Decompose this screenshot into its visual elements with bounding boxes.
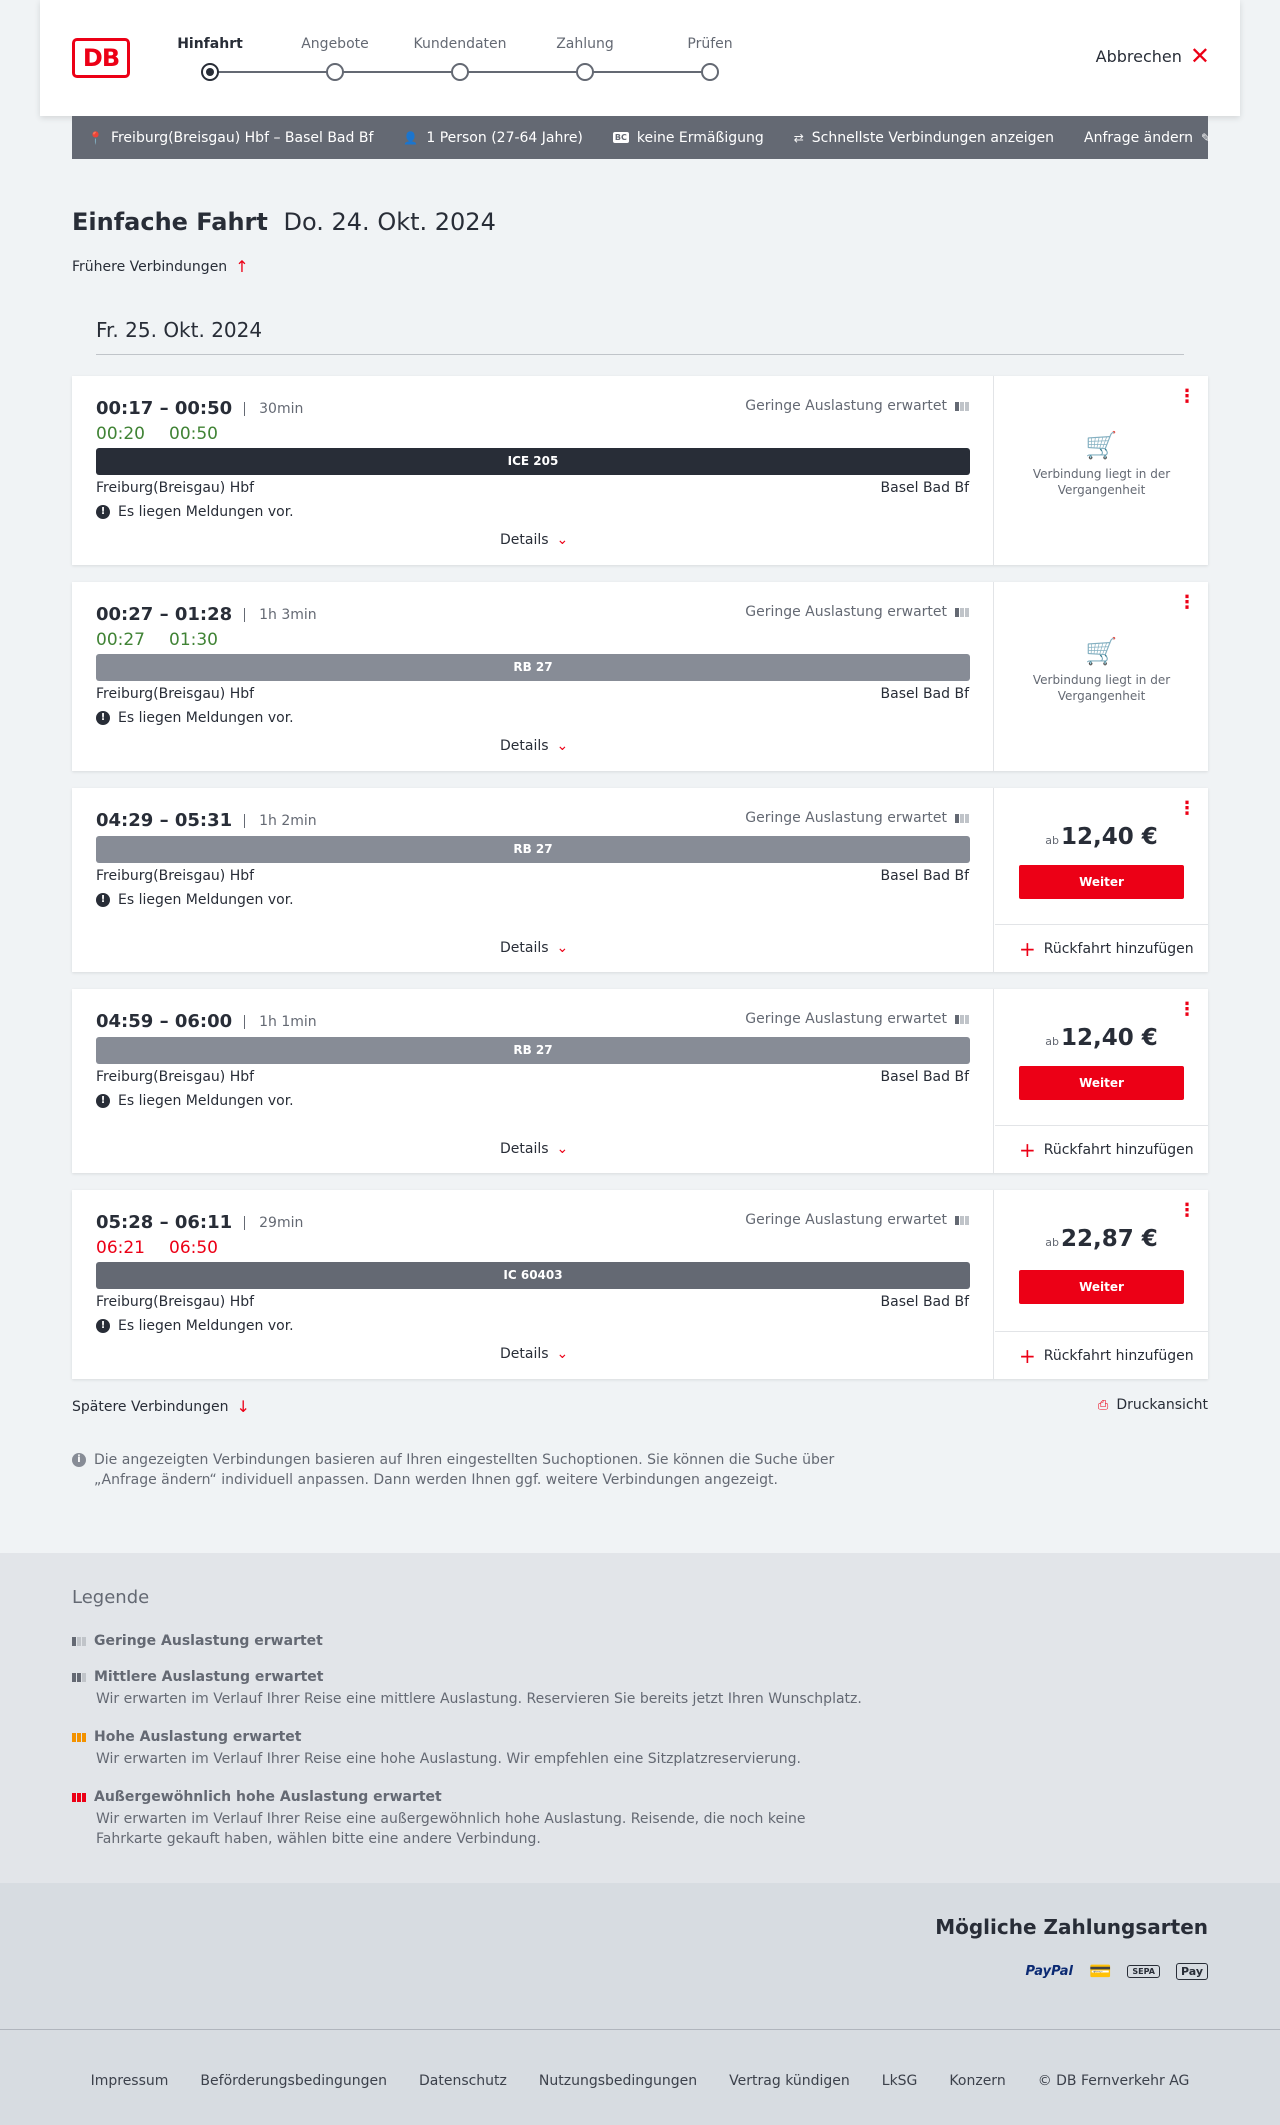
connection-info <box>72 376 994 565</box>
price-value: 12,40 € <box>1060 1025 1158 1051</box>
occupancy-exceptional-icon <box>72 1793 86 1802</box>
details-label: Details <box>500 1141 549 1157</box>
occupancy-info <box>745 604 969 620</box>
print-view-link[interactable] <box>1098 1397 1208 1413</box>
connection-card <box>72 1190 1208 1379</box>
offer-panel <box>995 582 1208 771</box>
occupancy-info <box>745 1011 969 1027</box>
connection-info <box>72 788 994 972</box>
price <box>995 1226 1208 1252</box>
planned-times: 04:29 – 05:31 <box>96 810 233 831</box>
message-notice <box>96 892 294 908</box>
fastest-connections-toggle[interactable] <box>794 130 1054 146</box>
occupancy-low-icon <box>955 608 969 617</box>
origin-station: Freiburg(Breisgau) Hbf <box>96 1069 255 1085</box>
cart-unavailable-icon: 🛒 <box>1085 637 1118 667</box>
realtime-arrival: 00:50 <box>169 424 218 444</box>
realtime-departure: 06:21 <box>96 1238 145 1258</box>
route-text: Freiburg(Breisgau) Hbf – Basel Bad Bf <box>110 129 374 146</box>
occupancy-low-icon <box>955 1216 969 1225</box>
occupancy-low-icon <box>72 1637 86 1646</box>
planned-times: 04:59 – 06:00 <box>96 1011 233 1032</box>
message-notice <box>96 1318 294 1334</box>
legend-item-title: Geringe Auslastung erwartet <box>94 1633 323 1649</box>
step-dot-kundendaten <box>451 63 469 81</box>
message-notice <box>96 710 294 726</box>
header <box>40 0 1240 116</box>
duration: 29min <box>244 1216 303 1230</box>
more-options-icon[interactable]: ⋮ <box>1178 386 1196 407</box>
occupancy-info <box>745 398 969 414</box>
occupancy-text: Geringe Auslastung erwartet <box>745 810 947 826</box>
step-hinfahrt: Hinfahrt <box>177 36 243 52</box>
exclamation-icon: ! <box>96 505 110 519</box>
train-bar-ic[interactable]: IC 60403 <box>96 1262 970 1289</box>
message-text: Es liegen Meldungen vor. <box>118 892 294 908</box>
details-toggle[interactable] <box>500 940 568 956</box>
details-label: Details <box>500 532 549 548</box>
return-label: Rückfahrt hinzufügen <box>1043 1141 1194 1158</box>
info-icon: i <box>72 1453 86 1467</box>
realtime-arrival: 01:30 <box>169 630 218 650</box>
apple-pay-label: Pay <box>1180 1965 1203 1978</box>
legend-item-title: Hohe Auslastung erwartet <box>94 1729 302 1745</box>
exclamation-icon: ! <box>96 893 110 907</box>
details-toggle[interactable] <box>500 738 568 754</box>
step-pruefen: Prüfen <box>687 36 733 52</box>
cancel-button[interactable] <box>1095 42 1210 70</box>
occupancy-text: Geringe Auslastung erwartet <box>745 1011 947 1027</box>
earlier-connections-link[interactable] <box>72 257 249 276</box>
realtime-departure: 00:27 <box>96 630 145 650</box>
occupancy-medium-icon <box>72 1673 86 1682</box>
connection-card <box>72 788 1208 972</box>
step-dot-pruefen <box>701 63 719 81</box>
duration: 1h 1min <box>244 1015 317 1029</box>
train-bar-ice[interactable]: ICE 205 <box>96 448 970 475</box>
step-kundendaten: Kundendaten <box>413 36 507 52</box>
arrow-up-icon: ↑ <box>235 257 249 276</box>
bahncard-icon: BC <box>614 133 627 142</box>
cart-unavailable-icon: 🛒 <box>1085 431 1118 461</box>
footer-link-befoerderungsbedingungen[interactable]: Beförderungsbedingungen <box>200 2073 387 2089</box>
occupancy-low-icon <box>955 814 969 823</box>
realtime-arrival: 06:50 <box>169 1238 218 1258</box>
trip-type: Einfache Fahrt <box>72 208 268 236</box>
price-prefix: ab <box>1045 1236 1059 1249</box>
credit-card-icon: 💳 <box>1089 1961 1112 1982</box>
message-notice <box>96 1093 294 1109</box>
legend-item-title: Außergewöhnlich hohe Auslastung erwartet <box>94 1789 442 1805</box>
step-angebote: Angebote <box>301 36 369 52</box>
footer-link-konzern[interactable]: Konzern <box>949 2073 1006 2089</box>
change-request-button[interactable] <box>1084 130 1211 146</box>
duration: 1h 2min <box>244 814 317 828</box>
offer-panel <box>995 1190 1208 1379</box>
continue-button[interactable]: Weiter <box>1019 865 1184 899</box>
exclamation-icon: ! <box>96 1319 110 1333</box>
connection-info <box>72 989 994 1173</box>
step-dot-hinfahrt <box>201 63 219 81</box>
exclamation-icon: ! <box>96 711 110 725</box>
offer-panel <box>995 376 1208 565</box>
legend-item-medium <box>72 1669 872 1709</box>
discount-text: keine Ermäßigung <box>636 129 764 146</box>
more-options-icon[interactable]: ⋮ <box>1178 1200 1196 1221</box>
connection-times <box>96 604 317 625</box>
train-bar-rb[interactable]: RB 27 <box>96 836 970 863</box>
footer-links <box>0 2073 1280 2089</box>
footer-link-vertrag-kuendigen[interactable]: Vertrag kündigen <box>729 2073 850 2089</box>
offer-panel <box>995 788 1208 972</box>
chevron-down-icon: ⌄ <box>556 940 569 956</box>
search-summary-bar <box>72 116 1212 159</box>
price <box>995 1025 1208 1051</box>
legend-item-desc: Wir erwarten im Verlauf Ihrer Reise eine hohe Auslastung. Wir empfehlen eine Sitzplatzreservierung. <box>96 1751 801 1767</box>
route-info <box>88 130 373 146</box>
duration: 1h 3min <box>244 608 317 622</box>
legend-item-high <box>72 1729 872 1769</box>
more-options-icon[interactable]: ⋮ <box>1178 999 1196 1020</box>
train-bar-rb[interactable]: RB 27 <box>96 654 970 681</box>
legend-item-exceptional <box>72 1789 872 1849</box>
realtime-times <box>96 630 218 650</box>
connection-card <box>72 582 1208 771</box>
destination-station: Basel Bad Bf <box>880 868 969 884</box>
planned-times: 00:27 – 01:28 <box>96 604 233 625</box>
connection-times <box>96 1011 317 1032</box>
destination-station: Basel Bad Bf <box>880 1294 969 1310</box>
connection-card <box>72 989 1208 1173</box>
return-label: Rückfahrt hinzufügen <box>1043 940 1194 957</box>
swap-arrows-icon: ⇄ <box>793 130 804 145</box>
person-icon: 👤 <box>403 130 419 145</box>
legend-title: Legende <box>72 1587 150 1608</box>
connection-times <box>96 810 317 831</box>
connection-info <box>72 582 994 771</box>
price-value: 22,87 € <box>1060 1226 1158 1252</box>
details-label: Details <box>500 940 549 956</box>
earlier-label: Frühere Verbindungen <box>72 258 228 275</box>
search-info-note <box>72 1450 842 1490</box>
message-text: Es liegen Meldungen vor. <box>118 710 294 726</box>
details-toggle[interactable] <box>500 1346 568 1362</box>
connection-card <box>72 376 1208 565</box>
more-options-icon[interactable]: ⋮ <box>1178 592 1196 613</box>
past-text: Verbindung liegt in der Vergangenheit <box>1032 673 1171 703</box>
payment-title: Mögliche Zahlungsarten <box>935 1915 1208 1939</box>
details-toggle[interactable] <box>500 1141 568 1157</box>
close-icon: ✕ <box>1189 42 1210 70</box>
add-return-trip-button[interactable] <box>995 1125 1208 1173</box>
legend-section <box>0 1553 1280 1883</box>
legend-item-desc: Wir erwarten im Verlauf Ihrer Reise eine mittlere Auslastung. Reservieren Sie bereits jetzt Ihren Wunschplatz. <box>96 1691 862 1707</box>
payment-methods-section <box>0 1883 1280 2029</box>
details-label: Details <box>500 1346 549 1362</box>
price-prefix: ab <box>1045 1035 1059 1048</box>
destination-station: Basel Bad Bf <box>880 1069 969 1085</box>
step-zahlung: Zahlung <box>556 36 614 52</box>
train-bar-rb[interactable]: RB 27 <box>96 1037 970 1064</box>
footer <box>0 2029 1280 2125</box>
duration: 30min <box>244 402 303 416</box>
realtime-times <box>96 424 218 444</box>
past-connection-info <box>995 637 1208 704</box>
later-label: Spätere Verbindungen <box>72 1398 229 1415</box>
date-separator: Fr. 25. Okt. 2024 <box>96 318 1184 355</box>
details-label: Details <box>500 738 549 754</box>
legend-item-desc: Wir erwarten im Verlauf Ihrer Reise eine außergewöhnlich hohe Auslastung. Reisende, die noch keine Fahrkarte gekauft haben, wählen bitte eine andere Verbindung. <box>96 1811 806 1847</box>
occupancy-text: Geringe Auslastung erwartet <box>745 1212 947 1228</box>
continue-button[interactable]: Weiter <box>1019 1270 1184 1304</box>
plus-icon: + <box>1019 1343 1036 1368</box>
planned-times: 00:17 – 00:50 <box>96 398 233 419</box>
legend-item-low <box>72 1633 872 1649</box>
continue-button[interactable]: Weiter <box>1019 1066 1184 1100</box>
add-return-trip-button[interactable] <box>995 1331 1208 1379</box>
discount-info <box>613 130 764 146</box>
footer-copyright: © DB Fernverkehr AG <box>1037 2073 1190 2089</box>
printer-icon: ⎙ <box>1097 1397 1109 1413</box>
change-request-label: Anfrage ändern <box>1084 129 1194 146</box>
planned-times: 05:28 – 06:11 <box>96 1212 233 1233</box>
return-label: Rückfahrt hinzufügen <box>1043 1347 1194 1364</box>
chevron-down-icon: ⌄ <box>556 1141 569 1157</box>
arrow-down-icon: ↓ <box>236 1397 250 1416</box>
persons-info <box>403 130 583 146</box>
add-return-trip-button[interactable] <box>995 924 1208 972</box>
realtime-departure: 00:20 <box>96 424 145 444</box>
connection-info <box>72 1190 994 1379</box>
location-pin-icon: 📍 <box>88 130 103 145</box>
message-text: Es liegen Meldungen vor. <box>118 1318 294 1334</box>
price <box>995 824 1208 850</box>
occupancy-info <box>745 810 969 826</box>
pencil-icon: ✎ <box>1201 130 1212 145</box>
chevron-down-icon: ⌄ <box>556 532 569 548</box>
occupancy-high-icon <box>72 1733 86 1742</box>
fastest-text: Schnellste Verbindungen anzeigen <box>811 129 1055 146</box>
more-options-icon[interactable]: ⋮ <box>1178 798 1196 819</box>
persons-text: 1 Person (27-64 Jahre) <box>426 129 583 146</box>
message-text: Es liegen Meldungen vor. <box>118 1093 294 1109</box>
past-connection-info <box>995 431 1208 498</box>
offer-panel <box>995 989 1208 1173</box>
page-title <box>72 208 496 236</box>
chevron-down-icon: ⌄ <box>556 1346 569 1362</box>
origin-station: Freiburg(Breisgau) Hbf <box>96 1294 255 1310</box>
occupancy-low-icon <box>955 402 969 411</box>
occupancy-low-icon <box>955 1015 969 1024</box>
occupancy-info <box>745 1212 969 1228</box>
connection-times <box>96 1212 303 1233</box>
price-prefix: ab <box>1045 834 1059 847</box>
step-dot-angebote <box>326 63 344 81</box>
apple-pay-icon <box>1176 1963 1208 1980</box>
destination-station: Basel Bad Bf <box>880 480 969 496</box>
footer-link-impressum[interactable]: Impressum <box>90 2073 169 2089</box>
footer-link-datenschutz[interactable]: Datenschutz <box>418 2073 507 2089</box>
step-dot-zahlung <box>576 63 594 81</box>
legend-item-title: Mittlere Auslastung erwartet <box>94 1669 324 1685</box>
footer-link-nutzungsbedingungen[interactable]: Nutzungsbedingungen <box>538 2073 698 2089</box>
later-connections-link[interactable] <box>72 1397 250 1416</box>
destination-station: Basel Bad Bf <box>880 686 969 702</box>
paypal-icon: PayPal <box>1025 1964 1073 1979</box>
footer-link-lksg[interactable]: LkSG <box>881 2073 918 2089</box>
details-toggle[interactable] <box>500 532 568 548</box>
message-text: Es liegen Meldungen vor. <box>118 504 294 520</box>
db-logo[interactable]: DB <box>72 38 130 78</box>
plus-icon: + <box>1019 936 1036 961</box>
exclamation-icon: ! <box>96 1094 110 1108</box>
print-label: Druckansicht <box>1116 1397 1208 1413</box>
trip-date: Do. 24. Okt. 2024 <box>283 208 496 236</box>
origin-station: Freiburg(Breisgau) Hbf <box>96 480 255 496</box>
price-value: 12,40 € <box>1060 824 1158 850</box>
payment-icons <box>1026 1961 1208 1982</box>
sepa-icon: SEPA <box>1127 1965 1160 1978</box>
chevron-down-icon: ⌄ <box>556 738 569 754</box>
past-text: Verbindung liegt in der Vergangenheit <box>1032 467 1171 497</box>
origin-station: Freiburg(Breisgau) Hbf <box>96 686 255 702</box>
connection-times <box>96 398 303 419</box>
plus-icon: + <box>1019 1137 1036 1162</box>
origin-station: Freiburg(Breisgau) Hbf <box>96 868 255 884</box>
note-text: Die angezeigten Verbindungen basieren auf Ihren eingestellten Suchoptionen. Sie können die Suche über „Anfrage ändern“ individuell anpassen. Dann werden Ihnen ggf. weitere Verbindungen angezeigt. <box>94 1452 835 1488</box>
message-notice <box>96 504 294 520</box>
occupancy-text: Geringe Auslastung erwartet <box>745 398 947 414</box>
realtime-times <box>96 1238 218 1258</box>
occupancy-text: Geringe Auslastung erwartet <box>745 604 947 620</box>
cancel-label: Abbrechen <box>1095 46 1182 66</box>
